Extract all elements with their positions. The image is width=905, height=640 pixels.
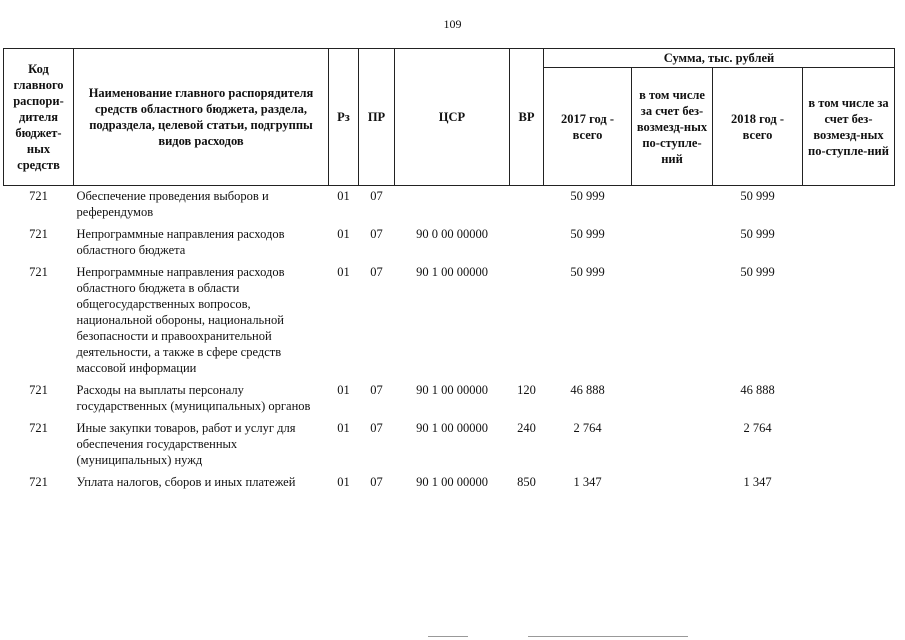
cell-2017-total: 50 999	[570, 265, 605, 279]
cell-pr: 07	[370, 265, 383, 279]
cell-2018-gratuitous	[803, 186, 895, 225]
cell-2018-total: 1 347	[743, 475, 772, 489]
cell-vr: 120	[517, 383, 536, 397]
cell-vr	[510, 262, 544, 380]
cell-2018-gratuitous	[803, 262, 895, 380]
cell-2017-gratuitous	[632, 472, 713, 494]
header-2017-gratuitous: в том числе за счет без-возмезд-ных по-ступле-ний	[632, 68, 713, 186]
cell-rz: 01	[337, 475, 350, 489]
cell-name: Непрограммные направления расходов областного бюджета в области общегосударственных вопросов, национальной обороны, национальной безопасности и правоохранительной деятельности, а также в сфере средств массовой информации	[76, 265, 285, 375]
budget-table	[3, 48, 895, 494]
cell-csr: 90 1 00 00000	[416, 421, 488, 435]
cell-name: Обеспечение проведения выборов и референдумов	[76, 189, 269, 219]
header-rz: Рз	[329, 49, 359, 186]
cell-2018-gratuitous	[803, 418, 895, 472]
header-2018-gratuitous: в том числе за счет без-возмезд-ных по-ступле-ний	[803, 68, 895, 186]
table-row	[4, 472, 895, 494]
table-row	[4, 186, 895, 225]
cell-csr	[395, 186, 510, 225]
cell-2017-total: 1 347	[573, 475, 602, 489]
cell-2018-total: 50 999	[740, 189, 775, 203]
table-row	[4, 262, 895, 380]
cell-2018-total: 50 999	[740, 265, 775, 279]
cell-2017-total: 50 999	[570, 227, 605, 241]
header-csr: ЦСР	[395, 49, 510, 186]
cell-code: 721	[29, 189, 48, 203]
cell-rz: 01	[337, 383, 350, 397]
cell-2017-gratuitous	[632, 380, 713, 418]
cell-pr: 07	[370, 383, 383, 397]
table-row	[4, 224, 895, 262]
cell-csr: 90 0 00 00000	[416, 227, 488, 241]
header-2018-total: 2018 год - всего	[713, 68, 803, 186]
cell-csr: 90 1 00 00000	[416, 475, 488, 489]
cell-2018-total: 2 764	[743, 421, 772, 435]
cell-2017-gratuitous	[632, 224, 713, 262]
header-2017-total: 2017 год - всего	[544, 68, 632, 186]
header-code: Код главного распори-дителя бюджет-ных средств	[4, 49, 74, 186]
table-row	[4, 380, 895, 418]
header-pr: ПР	[359, 49, 395, 186]
cell-2017-gratuitous	[632, 418, 713, 472]
cell-name: Уплата налогов, сборов и иных платежей	[76, 475, 296, 489]
cell-2017-gratuitous	[632, 186, 713, 225]
cell-pr: 07	[370, 189, 383, 203]
table-header	[4, 49, 895, 186]
cell-csr: 90 1 00 00000	[416, 265, 488, 279]
cell-rz: 01	[337, 227, 350, 241]
cell-code: 721	[29, 383, 48, 397]
cell-vr: 850	[517, 475, 536, 489]
cell-csr: 90 1 00 00000	[416, 383, 488, 397]
header-name: Наименование главного распорядителя средств областного бюджета, раздела, подраздела, целевой статьи, подгруппы видов расходов	[74, 49, 329, 186]
cell-2018-gratuitous	[803, 224, 895, 262]
cell-vr	[510, 186, 544, 225]
cell-rz: 01	[337, 189, 350, 203]
cell-vr: 240	[517, 421, 536, 435]
cell-2018-gratuitous	[803, 380, 895, 418]
cell-vr	[510, 224, 544, 262]
cell-2017-gratuitous	[632, 262, 713, 380]
cell-2018-total: 46 888	[740, 383, 775, 397]
table-row	[4, 418, 895, 472]
cell-2017-total: 46 888	[570, 383, 605, 397]
header-vr: ВР	[510, 49, 544, 186]
cell-2017-total: 2 764	[573, 421, 602, 435]
page-number: 109	[443, 17, 462, 31]
bottom-rule-right	[528, 636, 688, 637]
cell-rz: 01	[337, 265, 350, 279]
cell-code: 721	[29, 475, 48, 489]
cell-rz: 01	[337, 421, 350, 435]
cell-code: 721	[29, 227, 48, 241]
cell-2017-total: 50 999	[570, 189, 605, 203]
cell-pr: 07	[370, 475, 383, 489]
bottom-rule-left	[428, 636, 468, 637]
cell-code: 721	[29, 421, 48, 435]
cell-name: Расходы на выплаты персоналу государственных (муниципальных) органов	[76, 383, 311, 413]
cell-2018-gratuitous	[803, 472, 895, 494]
cell-code: 721	[29, 265, 48, 279]
header-sum-group: Сумма, тыс. рублей	[544, 49, 895, 68]
cell-name: Непрограммные направления расходов областного бюджета	[76, 227, 285, 257]
cell-name: Иные закупки товаров, работ и услуг для обеспечения государственных (муниципальных) нужд	[76, 421, 296, 467]
cell-pr: 07	[370, 227, 383, 241]
cell-2018-total: 50 999	[740, 227, 775, 241]
cell-pr: 07	[370, 421, 383, 435]
